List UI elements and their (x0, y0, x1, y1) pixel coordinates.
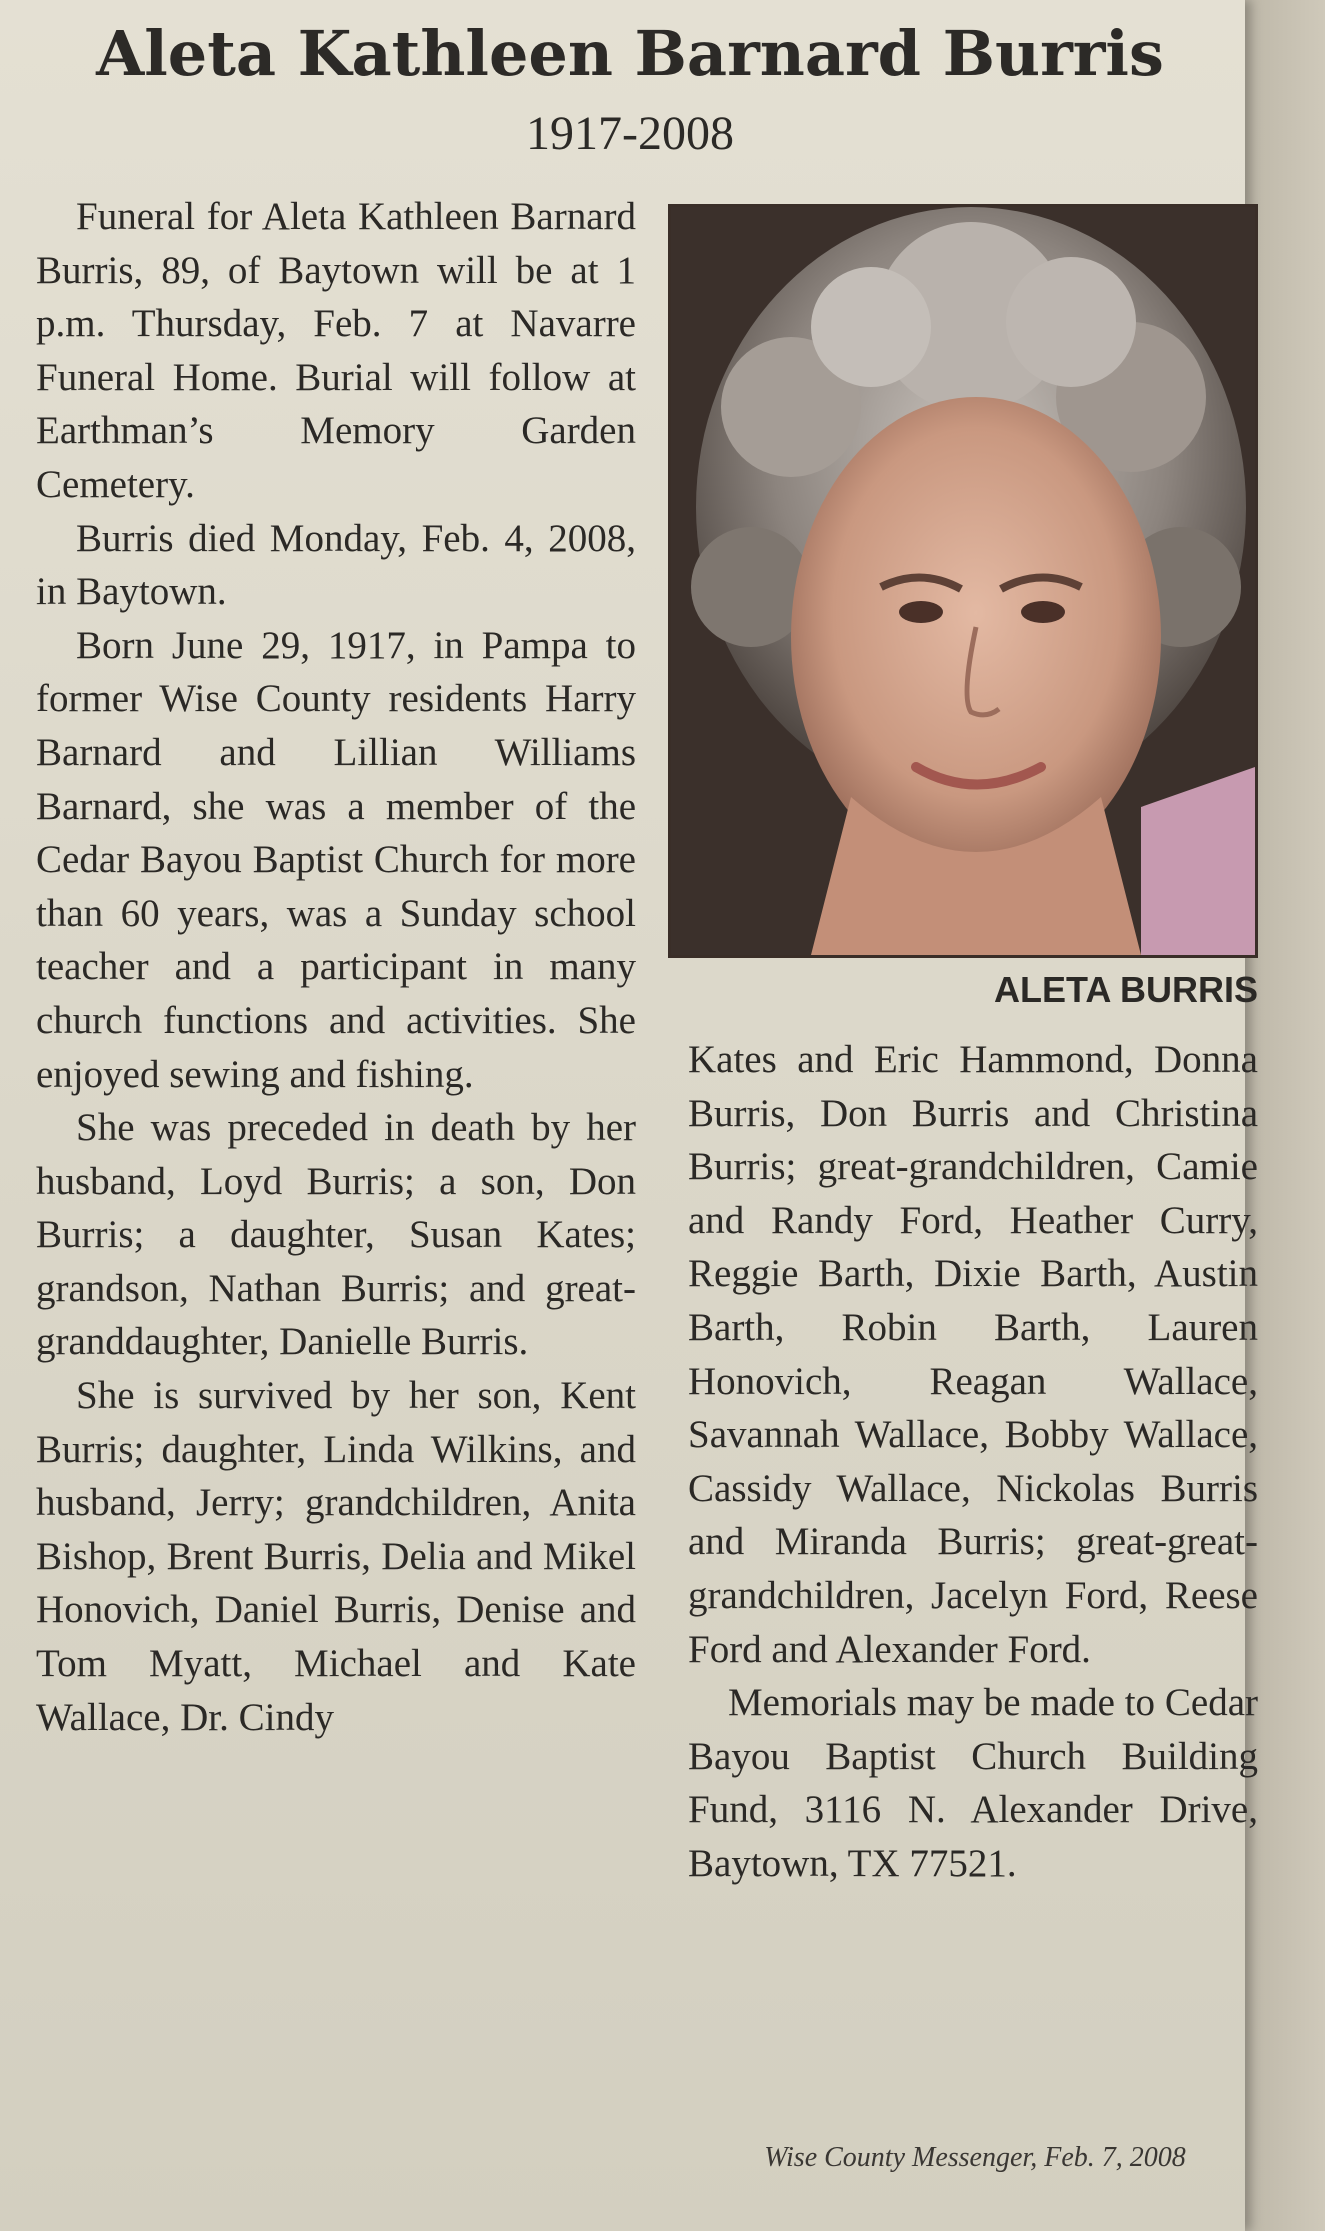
right-text-column (688, 1033, 1258, 1891)
photo-caption: ALETA BURRIS (994, 969, 1258, 1010)
left-text-column (36, 190, 636, 1744)
paragraph-preceded: She was preceded in death by her husband, Loyd Burris; a son, Don Burris; a daughter, Susan Kates; grandson, Nathan Burris; and great-granddaughter, Danielle Burris. (36, 1106, 636, 1364)
paragraph-funeral: Funeral for Aleta Kathleen Barnard Burris, 89, of Baytown will be at 1 p.m. Thursday, Feb. 7 at Navarre Funeral Home. Burial will follow at Earthman’s Memory Garden Cemetery. (36, 195, 636, 506)
paragraph-memorials: Memorials may be made to Cedar Bayou Baptist Church Building Fund, 3116 N. Alexander Drive, Baytown, TX 77521. (688, 1681, 1258, 1885)
portrait-photo (668, 204, 1258, 958)
obituary-headline: Aleta Kathleen Barnard Burris (96, 17, 1164, 90)
paragraph-survivors: She is survived by her son, Kent Burris; daughter, Linda Wilkins, and husband, Jerry; grandchildren, Anita Bishop, Brent Burris, Delia and Mikel Honovich, Daniel Burris, Denise and Tom Myatt, Michael and Kate Wallace, Dr. Cindy (36, 1374, 636, 1739)
paragraph-biography: Born June 29, 1917, in Pampa to former Wise County residents Harry Barnard and Lillian Williams Barnard, she was a member of the Cedar Bayou Baptist Church for more than 60 years, was a Sunday school teacher and a participant in many church functions and activities. She enjoyed sewing and fishing. (36, 623, 636, 1096)
life-years: 1917-2008 (526, 107, 734, 160)
portrait-image (671, 207, 1255, 955)
paragraph-survivors-continued: Kates and Eric Hammond, Donna Burris, Don Burris and Christina Burris; great-grandchildren, Camie and Randy Ford, Heather Curry, Reggie Barth, Dixie Barth, Austin Barth, Robin Barth, Lauren Honovich, Reagan Wallace, Savannah Wallace, Bobby Wallace, Cassidy Wallace, Nickolas Burris and Miranda Burris; great-great-grandchildren, Jacelyn Ford, Reese Ford and Alexander Ford. (688, 1038, 1258, 1671)
source-credit: Wise County Messenger, Feb. 7, 2008 (764, 2142, 1186, 2173)
paragraph-death: Burris died Monday, Feb. 4, 2008, in Baytown. (36, 516, 636, 614)
